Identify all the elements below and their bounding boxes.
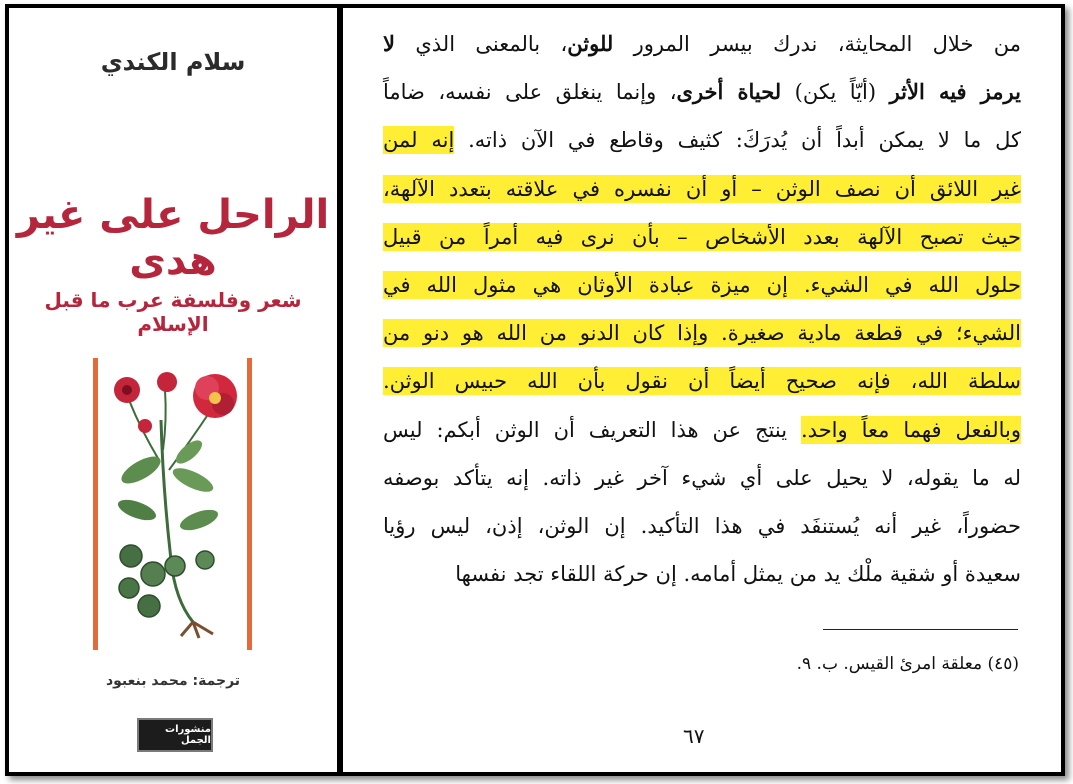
publisher-logo: منشورات الجمل — [137, 718, 213, 752]
bold-text: لحياة أخرى — [676, 79, 782, 105]
highlighted-text: الشيء؛ في قطعة مادية صغيرة. وإذا كان الدنو من الله هو دنو من — [383, 321, 1021, 346]
bold-text: للوثن — [567, 31, 614, 56]
highlighted-text: غير اللائق أن نصف الوثن – أو أن نفسره في علاقته بتعدد الآلهة، — [383, 176, 1021, 201]
text-line — [383, 68, 1021, 116]
text-run: من خلال المحايثة، ندرك بيسر المرور — [613, 32, 1022, 56]
text-line — [383, 309, 1021, 357]
text-run: ينتج عن هذا التعريف أن الوثن أبكم: ليس — [383, 417, 801, 442]
text-run: حضوراً، غير أنه يُستنفَد في هذا التأكيد. إن الوثن، إذن، ليس رؤيا — [383, 513, 1021, 538]
text-line — [383, 454, 1021, 502]
text-run: كل ما لا يمكن أبداً أن يُدرَكَ: كثيف وقاطع في الآن ذاته. — [454, 128, 1021, 153]
text-run: له ما يقوله، لا يحيل على أي شيء آخر غير ذاته. إنه يتأكد بوصفه — [383, 465, 1021, 490]
bold-text: يرمز فيه الأثر — [889, 79, 1021, 105]
text-line — [383, 357, 1021, 405]
footnote: (٤٥) معلقة امرئ القيس. ب. ٩. — [796, 654, 1019, 674]
text-line — [383, 406, 1021, 454]
highlighted-text: سلطة الله، فإنه صحيح أيضاً أن نقول بأن الله حبيس الوثن. — [383, 369, 1021, 394]
text-run: ، وإنما ينغلق على نفسه، ضاماً — [383, 80, 677, 105]
cover-art-border-left — [93, 358, 98, 650]
footnote-separator — [823, 629, 1018, 630]
text-line — [383, 116, 1021, 164]
text-line — [383, 502, 1021, 550]
highlighted-text: حلول الله في الشيء. إن ميزة عبادة الأوثان هي مثول الله في — [383, 272, 1021, 297]
highlighted-text: وبالفعل فهما معاً واحد. — [801, 417, 1021, 442]
text-line — [383, 213, 1021, 261]
highlighted-text: إنه لمن — [383, 128, 455, 153]
highlighted-text: حيث تصبح الآلهة بعدد الأشخاص – بأن نرى فيه أمراً من قبيل — [383, 224, 1021, 249]
text-run: سعيدة أو شقية ملْك يد من يمثل أمامه. إن حركة اللقاء تجد نفسها — [455, 562, 1021, 587]
cover-subtitle: شعر وفلسفة عرب ما قبل الإسلام — [44, 288, 302, 336]
book-cover — [9, 8, 337, 772]
page-number: ٦٧ — [683, 724, 705, 748]
text-line — [383, 261, 1021, 309]
text-run: (أيّاً يكن) — [781, 80, 890, 105]
botanical-flower-illustration — [101, 360, 243, 640]
cover-art-border-right — [247, 358, 252, 650]
book-page — [343, 8, 1061, 772]
cover-title: الراحل على غير هدى — [16, 192, 330, 284]
text-line — [383, 165, 1021, 213]
text-line — [383, 20, 1021, 68]
text-run: ، بالمعنى الذي — [394, 32, 568, 56]
page-spread — [5, 4, 1065, 776]
text-line — [383, 550, 1021, 598]
cover-translator: ترجمة: محمد بنعبود — [105, 673, 241, 689]
cover-author: سلام الكندي — [100, 48, 246, 76]
bold-text: لا — [383, 31, 395, 56]
page-body-text — [383, 20, 1021, 598]
